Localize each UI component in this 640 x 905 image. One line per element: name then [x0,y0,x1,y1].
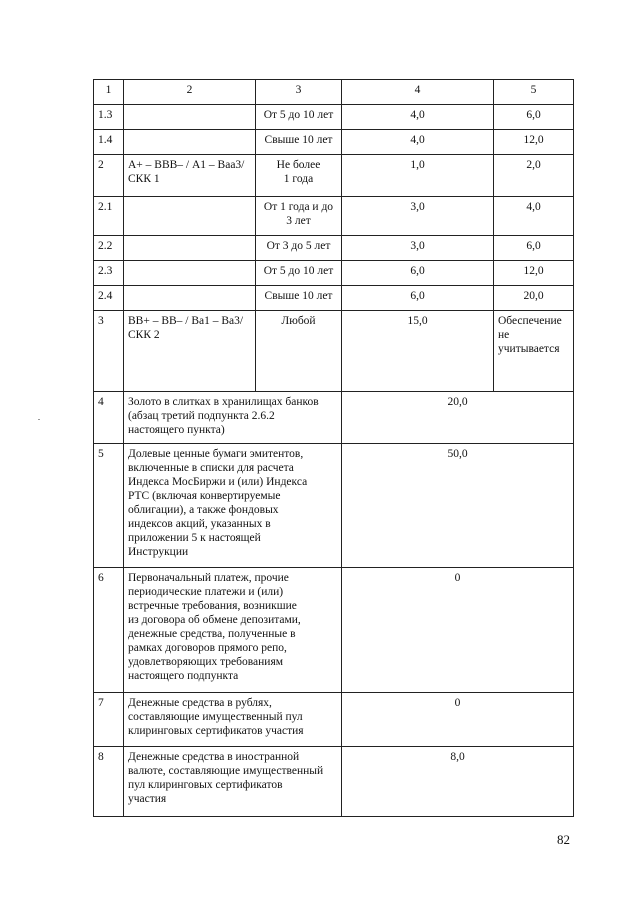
merged-value-cell: 8,0 [342,747,574,817]
table-row [94,286,574,311]
table-row [94,197,574,236]
row-number: 3 [94,311,124,392]
header-col-1: 1 [94,80,124,105]
row-number: 6 [94,568,124,693]
table-row [94,568,574,693]
row-number: 2.3 [94,261,124,286]
asset-cell [124,236,256,261]
value-col-5: 4,0 [494,197,574,236]
asset-cell [124,197,256,236]
merged-value-cell: 0 [342,693,574,747]
value-col-5: Обеспечение не учитывается [494,311,574,392]
asset-cell: Долевые ценные бумаги эмитентов, включенные в списки для расчета Индекса МосБиржи и (или) Индекса РТС (включая конвертируемые облигации), а также фондовых индексов акций, указанных в приложении 5 к настоящей Инструкции [124,444,342,568]
table-row [94,747,574,817]
asset-cell: А+ – ВВВ– / А1 – Ваа3/ СКК 1 [124,155,256,197]
asset-cell: Денежные средства в рублях, составляющие имущественный пул клиринговых сертификатов участия [124,693,342,747]
table-row [94,311,574,392]
row-number: 1.4 [94,130,124,155]
term-cell: Свыше 10 лет [256,130,342,155]
asset-cell [124,286,256,311]
term-cell: Любой [256,311,342,392]
term-cell: От 3 до 5 лет [256,236,342,261]
asset-cell [124,105,256,130]
table-row [94,444,574,568]
merged-value-cell: 50,0 [342,444,574,568]
row-number: 2 [94,155,124,197]
row-number: 5 [94,444,124,568]
scan-mark [38,419,40,420]
value-col-4: 3,0 [342,236,494,261]
table-row [94,261,574,286]
row-number: 1.3 [94,105,124,130]
table-row [94,130,574,155]
term-cell: От 5 до 10 лет [256,261,342,286]
header-col-5: 5 [494,80,574,105]
collateral-table [93,79,574,817]
merged-value-cell: 0 [342,568,574,693]
row-number: 4 [94,392,124,444]
row-number: 2.1 [94,197,124,236]
asset-cell: Первоначальный платеж, прочие периодические платежи и (или) встречные требования, возникшие из договора об обмене депозитами, денежные средства, полученные в рамках договоров прямого репо, удовлетворяющих требованиям настоящего подпункта [124,568,342,693]
value-col-5: 12,0 [494,130,574,155]
row-number: 2.4 [94,286,124,311]
value-col-5: 6,0 [494,105,574,130]
table-header-row [94,80,574,105]
value-col-4: 6,0 [342,286,494,311]
value-col-4: 3,0 [342,197,494,236]
table-row [94,155,574,197]
value-col-4: 6,0 [342,261,494,286]
value-col-5: 20,0 [494,286,574,311]
value-col-4: 4,0 [342,105,494,130]
term-cell: От 1 года и до 3 лет [256,197,342,236]
asset-cell: Денежные средства в иностранной валюте, составляющие имущественный пул клиринговых сертификатов участия [124,747,342,817]
row-number: 8 [94,747,124,817]
row-number: 7 [94,693,124,747]
table-row [94,392,574,444]
header-col-2: 2 [124,80,256,105]
value-col-4: 15,0 [342,311,494,392]
asset-cell: Золото в слитках в хранилищах банков (абзац третий подпункта 2.6.2 настоящего пункта) [124,392,342,444]
value-col-5: 12,0 [494,261,574,286]
asset-cell [124,130,256,155]
row-number: 2.2 [94,236,124,261]
value-col-4: 4,0 [342,130,494,155]
asset-cell: ВВ+ – ВВ– / Ва1 – Ва3/ СКК 2 [124,311,256,392]
header-col-4: 4 [342,80,494,105]
table-row [94,236,574,261]
term-cell: Свыше 10 лет [256,286,342,311]
table-row [94,105,574,130]
merged-value-cell: 20,0 [342,392,574,444]
value-col-5: 6,0 [494,236,574,261]
table-row [94,693,574,747]
term-cell: Не более 1 года [256,155,342,197]
term-cell: От 5 до 10 лет [256,105,342,130]
page-number: 82 [557,832,570,847]
header-col-3: 3 [256,80,342,105]
asset-cell [124,261,256,286]
value-col-5: 2,0 [494,155,574,197]
value-col-4: 1,0 [342,155,494,197]
